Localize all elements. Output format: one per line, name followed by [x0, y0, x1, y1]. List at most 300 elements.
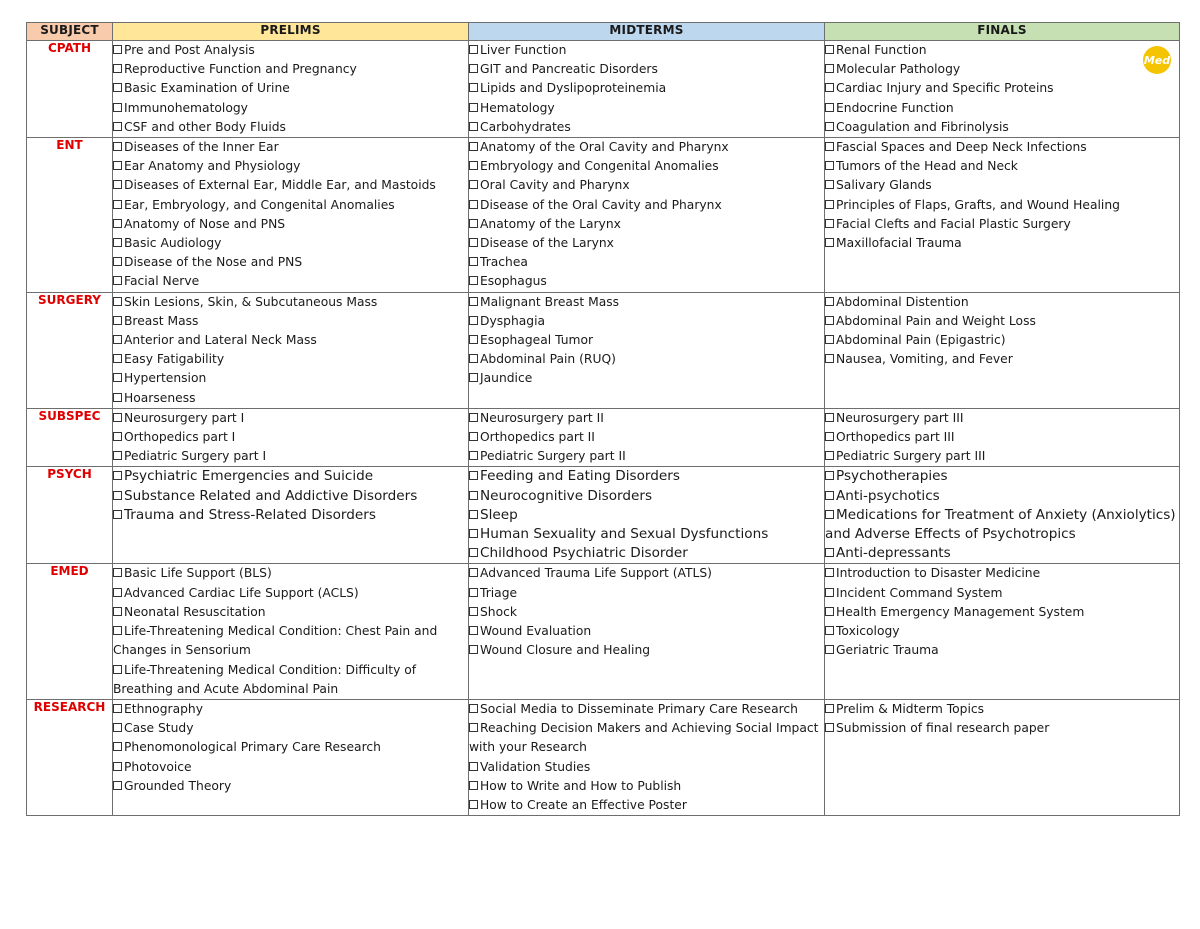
topic-item: [113, 272, 468, 291]
topic-text: Submission of final research paper: [836, 721, 1050, 736]
topic-cell-finals: [825, 41, 1180, 138]
topic-text: Toxicology: [836, 624, 900, 639]
checkbox-icon[interactable]: [469, 103, 478, 112]
checkbox-icon[interactable]: [469, 626, 478, 635]
topic-item: [825, 157, 1179, 176]
subject-label: SUBSPEC: [27, 408, 113, 467]
topic-text: Tumors of the Head and Neck: [836, 159, 1018, 174]
topic-item: [469, 584, 824, 603]
topic-item: [113, 176, 468, 195]
checkbox-icon[interactable]: [469, 413, 478, 422]
topic-item: [113, 138, 468, 157]
table-row: [27, 138, 1180, 293]
checkbox-icon[interactable]: [113, 335, 122, 344]
checkbox-icon[interactable]: [113, 45, 122, 54]
topic-item: [469, 138, 824, 157]
topic-item: [825, 409, 1179, 428]
checkbox-icon[interactable]: [469, 316, 478, 325]
checkbox-icon[interactable]: [113, 316, 122, 325]
checkbox-icon[interactable]: [825, 142, 834, 151]
topic-item: [825, 603, 1179, 622]
topic-item: [825, 79, 1179, 98]
checkbox-icon[interactable]: [113, 257, 122, 266]
topic-text: Phenomonological Primary Care Research: [124, 740, 381, 755]
topic-item: [469, 293, 824, 312]
topic-cell-prelims: [113, 41, 469, 138]
topic-item: [469, 506, 824, 525]
topic-cell-prelims: [113, 138, 469, 293]
checkbox-icon[interactable]: [113, 742, 122, 751]
checkbox-icon[interactable]: [469, 161, 478, 170]
checkbox-icon[interactable]: [113, 665, 122, 674]
topic-text: Basic Audiology: [124, 236, 222, 251]
topic-item: [469, 234, 824, 253]
topic-item: [825, 234, 1179, 253]
topic-text: Ear, Embryology, and Congenital Anomalies: [124, 197, 395, 212]
topic-item: [469, 79, 824, 98]
checkbox-icon[interactable]: [469, 335, 478, 344]
checkbox-icon[interactable]: [113, 297, 122, 306]
checkbox-icon[interactable]: [113, 510, 122, 519]
checkbox-icon[interactable]: [469, 645, 478, 654]
topic-item: [469, 118, 824, 137]
checkbox-icon[interactable]: [113, 64, 122, 73]
topic-list: [825, 293, 1179, 370]
topic-item: [469, 253, 824, 272]
checkbox-icon[interactable]: [825, 588, 834, 597]
topic-text: Neurosurgery part I: [124, 410, 245, 425]
topic-item: [113, 41, 468, 60]
checkbox-icon[interactable]: [469, 704, 478, 713]
topic-item: [469, 350, 824, 369]
topic-text: Fascial Spaces and Deep Neck Infections: [836, 140, 1087, 155]
topic-item: [113, 350, 468, 369]
topic-text: Neurosurgery part III: [836, 410, 964, 425]
checkbox-icon[interactable]: [825, 238, 834, 247]
checkbox-icon[interactable]: [825, 103, 834, 112]
table-row: [27, 699, 1180, 815]
checkbox-icon[interactable]: [825, 335, 834, 344]
topic-item: [113, 758, 468, 777]
topic-text: Abdominal Pain (RUQ): [480, 352, 616, 367]
topic-cell-midterms: [469, 292, 825, 408]
topic-item: [825, 428, 1179, 447]
topic-item: [825, 196, 1179, 215]
topic-text: Trachea: [480, 255, 528, 270]
checkbox-icon[interactable]: [113, 276, 122, 285]
topic-cell-midterms: [469, 564, 825, 699]
topic-text: How to Create an Effective Poster: [480, 797, 687, 812]
topic-item: [469, 487, 824, 506]
topic-item: [469, 409, 824, 428]
topic-item: [113, 447, 468, 466]
topic-item: [113, 331, 468, 350]
checkbox-icon[interactable]: [113, 451, 122, 460]
topic-list: [469, 138, 824, 292]
checkbox-icon[interactable]: [113, 142, 122, 151]
topic-item: [825, 350, 1179, 369]
topic-text: Childhood Psychiatric Disorder: [480, 545, 688, 562]
checkbox-icon[interactable]: [469, 142, 478, 151]
topic-list: [469, 41, 824, 137]
topic-text: Photovoice: [124, 759, 192, 774]
topic-item: [469, 99, 824, 118]
topic-text: Abdominal Distention: [836, 294, 969, 309]
topic-item: [113, 312, 468, 331]
checkbox-icon[interactable]: [825, 161, 834, 170]
topic-item: [825, 331, 1179, 350]
checkbox-icon[interactable]: [825, 219, 834, 228]
topic-list: [113, 41, 468, 137]
topic-text: CSF and other Body Fluids: [124, 119, 286, 134]
topic-text: Prelim & Midterm Topics: [836, 701, 985, 716]
checkbox-icon[interactable]: [469, 238, 478, 247]
header-finals: FINALS: [825, 23, 1180, 41]
checkbox-icon[interactable]: [825, 122, 834, 131]
checkbox-icon[interactable]: [825, 451, 834, 460]
topic-item: [113, 661, 468, 699]
topic-text: Embryology and Congenital Anomalies: [480, 159, 719, 174]
checkbox-icon[interactable]: [113, 588, 122, 597]
topic-list: [825, 138, 1179, 253]
checkbox-icon[interactable]: [113, 762, 122, 771]
topic-cell-prelims: [113, 292, 469, 408]
checkbox-icon[interactable]: [825, 64, 834, 73]
checkbox-icon[interactable]: [113, 122, 122, 131]
topic-text: Reproductive Function and Pregnancy: [124, 62, 357, 77]
checkbox-icon[interactable]: [113, 161, 122, 170]
checkbox-icon[interactable]: [825, 297, 834, 306]
checkbox-icon[interactable]: [825, 413, 834, 422]
checkbox-icon[interactable]: [113, 393, 122, 402]
topic-item: [825, 622, 1179, 641]
checkbox-icon[interactable]: [469, 588, 478, 597]
topic-item: [825, 641, 1179, 660]
topic-item: [113, 99, 468, 118]
topic-item: [825, 487, 1179, 506]
syllabus-table: [26, 22, 1180, 816]
topic-text: Introduction to Disaster Medicine: [836, 566, 1041, 581]
topic-text: Endocrine Function: [836, 100, 954, 115]
topic-text: Facial Nerve: [124, 274, 200, 289]
topic-text: Trauma and Stress-Related Disorders: [124, 506, 376, 523]
checkbox-icon[interactable]: [469, 373, 478, 382]
topic-list: [113, 293, 468, 408]
checkbox-icon[interactable]: [469, 510, 478, 519]
topic-item: [469, 215, 824, 234]
topic-text: Anatomy of the Larynx: [480, 216, 621, 231]
checkbox-icon[interactable]: [469, 491, 478, 500]
topic-text: Ethnography: [124, 701, 203, 716]
topic-item: [469, 41, 824, 60]
topic-list: [825, 41, 1179, 137]
topic-text: Coagulation and Fibrinolysis: [836, 119, 1009, 134]
topic-list: [825, 700, 1179, 738]
table-row: [27, 292, 1180, 408]
checkbox-icon[interactable]: [113, 83, 122, 92]
topic-cell-prelims: [113, 408, 469, 467]
topic-item: [469, 700, 824, 719]
topic-item: [113, 506, 468, 525]
topic-item: [113, 719, 468, 738]
topic-cell-prelims: [113, 699, 469, 815]
checkbox-icon[interactable]: [469, 200, 478, 209]
topic-item: [469, 777, 824, 796]
checkbox-icon[interactable]: [113, 413, 122, 422]
checkbox-icon[interactable]: [469, 762, 478, 771]
topic-text: Feeding and Eating Disorders: [480, 468, 680, 485]
topic-list: [825, 564, 1179, 660]
checkbox-icon[interactable]: [825, 607, 834, 616]
topic-text: Skin Lesions, Skin, & Subcutaneous Mass: [124, 294, 378, 309]
header-subject: SUBJECT: [27, 23, 113, 41]
topic-item: [469, 641, 824, 660]
subject-label: PSYCH: [27, 467, 113, 564]
topic-item: [825, 60, 1179, 79]
topic-item: [825, 584, 1179, 603]
topic-text: Orthopedics part I: [124, 430, 236, 445]
topic-text: Carbohydrates: [480, 119, 571, 134]
topic-text: Hoarseness: [124, 390, 196, 405]
checkbox-icon[interactable]: [113, 238, 122, 247]
topic-text: Basic Life Support (BLS): [124, 566, 272, 581]
topic-item: [469, 60, 824, 79]
checkbox-icon[interactable]: [469, 122, 478, 131]
topic-text: Human Sexuality and Sexual Dysfunctions: [480, 526, 769, 543]
topic-cell-prelims: [113, 467, 469, 564]
subject-label: ENT: [27, 138, 113, 293]
checkbox-icon[interactable]: [469, 276, 478, 285]
topic-list: [825, 467, 1179, 563]
topic-item: [825, 176, 1179, 195]
topic-text: Anatomy of the Oral Cavity and Pharynx: [480, 140, 729, 155]
topic-text: Validation Studies: [480, 759, 591, 774]
topic-text: Maxillofacial Trauma: [836, 236, 962, 251]
checkbox-icon[interactable]: [469, 354, 478, 363]
topic-text: Geriatric Trauma: [836, 643, 939, 658]
topic-item: [113, 777, 468, 796]
topic-cell-prelims: [113, 564, 469, 699]
topic-cell-midterms: [469, 408, 825, 467]
checkbox-icon[interactable]: [825, 723, 834, 732]
checkbox-icon[interactable]: [469, 529, 478, 538]
topic-item: [113, 253, 468, 272]
topic-item: [113, 60, 468, 79]
checkbox-icon[interactable]: [825, 510, 834, 519]
topic-item: [113, 157, 468, 176]
topic-item: [825, 293, 1179, 312]
topic-item: [113, 622, 468, 660]
topic-text: Health Emergency Management System: [836, 604, 1085, 619]
topic-text: Case Study: [124, 721, 194, 736]
checkbox-icon[interactable]: [469, 219, 478, 228]
topic-item: [469, 428, 824, 447]
checkbox-icon[interactable]: [113, 432, 122, 441]
checkbox-icon[interactable]: [113, 471, 122, 480]
topic-item: [825, 700, 1179, 719]
checkbox-icon[interactable]: [113, 103, 122, 112]
checkbox-icon[interactable]: [825, 704, 834, 713]
topic-item: [113, 603, 468, 622]
checkbox-icon[interactable]: [113, 626, 122, 635]
checkbox-icon[interactable]: [469, 451, 478, 460]
topic-text: Life-Threatening Medical Condition: Difficulty of Breathing and Acute Abdominal Pain: [113, 662, 417, 696]
topic-text: Principles of Flaps, Grafts, and Wound Healing: [836, 197, 1120, 212]
topic-cell-midterms: [469, 41, 825, 138]
checkbox-icon[interactable]: [113, 723, 122, 732]
checkbox-icon[interactable]: [825, 180, 834, 189]
checkbox-icon[interactable]: [825, 354, 834, 363]
topic-item: [469, 312, 824, 331]
checkbox-icon[interactable]: [113, 200, 122, 209]
topic-text: Wound Closure and Healing: [480, 643, 651, 658]
topic-text: Advanced Cardiac Life Support (ACLS): [124, 585, 359, 600]
checkbox-icon[interactable]: [469, 64, 478, 73]
checkbox-icon[interactable]: [825, 645, 834, 654]
topic-item: [469, 564, 824, 583]
topic-text: Esophageal Tumor: [480, 333, 594, 348]
checkbox-icon[interactable]: [825, 548, 834, 557]
topic-item: [469, 176, 824, 195]
topic-text: Diseases of the Inner Ear: [124, 140, 279, 155]
topic-cell-finals: [825, 467, 1180, 564]
topic-text: Anterior and Lateral Neck Mass: [124, 333, 317, 348]
topic-text: Psychotherapies: [836, 468, 948, 485]
header-midterms: MIDTERMS: [469, 23, 825, 41]
checkbox-icon[interactable]: [825, 200, 834, 209]
topic-item: [113, 487, 468, 506]
checkbox-icon[interactable]: [825, 432, 834, 441]
topic-item: [825, 138, 1179, 157]
topic-cell-finals: [825, 564, 1180, 699]
topic-item: [113, 215, 468, 234]
topic-list: [469, 564, 824, 660]
topic-text: Basic Examination of Urine: [124, 81, 290, 96]
topic-text: Disease of the Nose and PNS: [124, 255, 303, 270]
topic-item: [469, 467, 824, 486]
checkbox-icon[interactable]: [469, 568, 478, 577]
checkbox-icon[interactable]: [469, 471, 478, 480]
checkbox-icon[interactable]: [113, 354, 122, 363]
topic-item: [825, 447, 1179, 466]
topic-text: Neurosurgery part II: [480, 410, 604, 425]
topic-item: [825, 215, 1179, 234]
topic-text: Nausea, Vomiting, and Fever: [836, 352, 1013, 367]
checkbox-icon[interactable]: [113, 180, 122, 189]
topic-item: [469, 447, 824, 466]
topic-text: Dysphagia: [480, 313, 546, 328]
checkbox-icon[interactable]: [469, 800, 478, 809]
checkbox-icon[interactable]: [469, 723, 478, 732]
topic-item: [113, 428, 468, 447]
topic-text: Anatomy of Nose and PNS: [124, 216, 286, 231]
checkbox-icon[interactable]: [113, 568, 122, 577]
checkbox-icon[interactable]: [113, 607, 122, 616]
topic-text: Disease of the Larynx: [480, 236, 614, 251]
topic-item: [825, 312, 1179, 331]
checkbox-icon[interactable]: [469, 83, 478, 92]
checkbox-icon[interactable]: [469, 45, 478, 54]
checkbox-icon[interactable]: [825, 316, 834, 325]
checkbox-icon[interactable]: [113, 491, 122, 500]
topic-item: [825, 564, 1179, 583]
topic-cell-finals: [825, 408, 1180, 467]
topic-text: Anti-depressants: [836, 545, 951, 562]
subject-label: CPATH: [27, 41, 113, 138]
table-row: [27, 564, 1180, 699]
topic-text: Shock: [480, 604, 518, 619]
header-prelims: PRELIMS: [113, 23, 469, 41]
topic-item: [113, 738, 468, 757]
topic-list: [113, 409, 468, 467]
checkbox-icon[interactable]: [825, 45, 834, 54]
checkbox-icon[interactable]: [825, 568, 834, 577]
topic-item: [469, 331, 824, 350]
topic-text: Liver Function: [480, 43, 567, 57]
checkbox-icon[interactable]: [113, 704, 122, 713]
checkbox-icon[interactable]: [469, 607, 478, 616]
topic-item: [825, 99, 1179, 118]
topic-text: Easy Fatigability: [124, 352, 225, 367]
topic-text: Orthopedics part III: [836, 430, 955, 445]
table-row: [27, 467, 1180, 564]
topic-item: [825, 118, 1179, 137]
med-logo-icon: Med: [1143, 46, 1171, 74]
checkbox-icon[interactable]: [825, 83, 834, 92]
header-row: [27, 23, 1180, 41]
checkbox-icon[interactable]: [469, 548, 478, 557]
checkbox-icon[interactable]: [469, 257, 478, 266]
topic-text: Abdominal Pain (Epigastric): [836, 333, 1006, 348]
topic-text: Incident Command System: [836, 585, 1003, 600]
checkbox-icon[interactable]: [825, 491, 834, 500]
topic-item: [825, 467, 1179, 486]
topic-text: Immunohematology: [124, 100, 248, 115]
topic-text: Pediatric Surgery part III: [836, 449, 986, 464]
checkbox-icon[interactable]: [113, 373, 122, 382]
checkbox-icon[interactable]: [469, 297, 478, 306]
checkbox-icon[interactable]: [825, 626, 834, 635]
checkbox-icon[interactable]: [825, 471, 834, 480]
topic-cell-midterms: [469, 699, 825, 815]
topic-cell-finals: [825, 292, 1180, 408]
topic-list: [469, 467, 824, 563]
topic-text: Hypertension: [124, 371, 207, 386]
topic-text: Malignant Breast Mass: [480, 294, 620, 309]
topic-item: [113, 389, 468, 408]
topic-item: [113, 79, 468, 98]
checkbox-icon[interactable]: [469, 180, 478, 189]
topic-item: [825, 41, 1179, 60]
checkbox-icon[interactable]: [113, 781, 122, 790]
topic-item: [113, 118, 468, 137]
topic-item: [113, 409, 468, 428]
topic-list: [469, 700, 824, 815]
topic-text: Neurocognitive Disorders: [480, 487, 653, 504]
topic-item: [113, 293, 468, 312]
topic-cell-midterms: [469, 467, 825, 564]
checkbox-icon[interactable]: [469, 432, 478, 441]
topic-item: [113, 196, 468, 215]
topic-text: Orthopedics part II: [480, 430, 595, 445]
topic-text: Pediatric Surgery part II: [480, 449, 626, 464]
topic-text: Substance Related and Addictive Disorders: [124, 487, 418, 504]
table-body: [27, 41, 1180, 816]
checkbox-icon[interactable]: [469, 781, 478, 790]
topic-item: [113, 467, 468, 486]
topic-text: Diseases of External Ear, Middle Ear, and Mastoids: [124, 178, 436, 193]
checkbox-icon[interactable]: [113, 219, 122, 228]
